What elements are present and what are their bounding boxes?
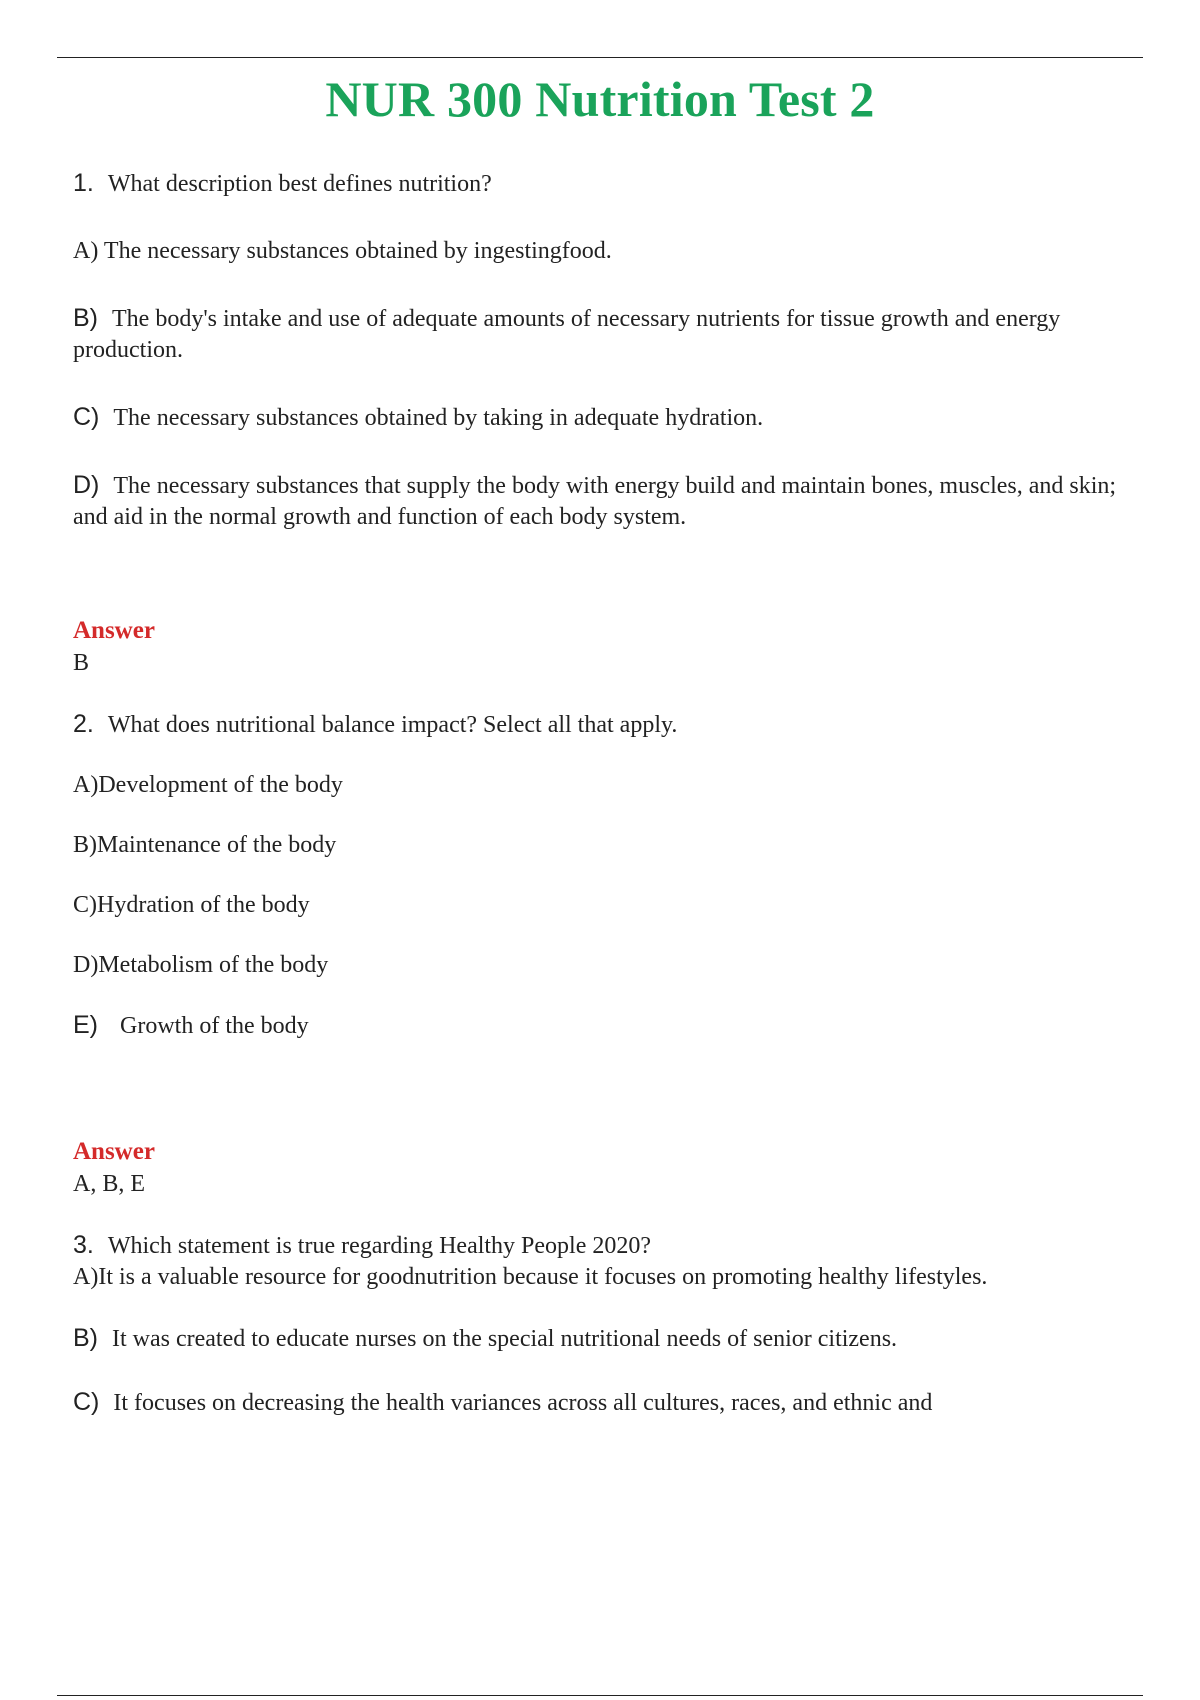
- option-text: It is a valuable resource for goodnutrition because it focuses on promoting healthy lifestyles.: [98, 1264, 988, 1290]
- option-2a: [73, 770, 1153, 801]
- question-text: What does nutritional balance impact? Select all that apply.: [107, 712, 678, 738]
- option-letter: D): [73, 471, 100, 499]
- option-letter: A): [73, 238, 99, 264]
- option-2c: [73, 890, 1153, 921]
- option-letter: E): [73, 1011, 98, 1039]
- option-text: The necessary substances obtained by ingestingfood.: [103, 238, 612, 264]
- option-3c: [73, 1387, 1153, 1419]
- option-text: The body's intake and use of adequate amounts of necessary nutrients for tissue growth and energy production.: [73, 306, 1061, 363]
- document-content: [73, 168, 1153, 1419]
- option-letter: A): [73, 1264, 99, 1290]
- answer-label-2: Answer: [73, 1138, 155, 1165]
- option-letter: A): [73, 772, 99, 798]
- option-letter: B): [73, 832, 97, 858]
- option-3a: [73, 1262, 1153, 1293]
- option-text: Maintenance of the body: [97, 832, 337, 858]
- option-letter: C): [73, 892, 97, 918]
- option-letter: B): [73, 304, 98, 332]
- question-1: [73, 168, 1153, 200]
- answer-value-2: A, B, E: [73, 1171, 145, 1197]
- question-2: [73, 709, 1153, 741]
- answer-label-1: Answer: [73, 617, 155, 644]
- question-number: 2.: [73, 710, 94, 738]
- option-text: The necessary substances obtained by taking in adequate hydration.: [113, 405, 764, 431]
- document-title: NUR 300 Nutrition Test 2: [325, 71, 875, 127]
- option-2d: [73, 950, 1153, 981]
- option-text: It was created to educate nurses on the special nutritional needs of senior citizens.: [112, 1326, 898, 1352]
- option-1d: [73, 470, 1153, 533]
- question-text: What description best defines nutrition?: [107, 171, 492, 197]
- question-text: Which statement is true regarding Healthy People 2020?: [107, 1233, 652, 1259]
- option-text: Development of the body: [98, 772, 343, 798]
- option-1c: [73, 402, 1153, 434]
- option-letter: D): [73, 952, 99, 978]
- option-1a: [73, 236, 1153, 267]
- option-3b: [73, 1323, 1153, 1355]
- option-letter: C): [73, 403, 100, 431]
- option-text: It focuses on decreasing the health variances across all cultures, races, and ethnic and: [113, 1390, 933, 1416]
- top-rule: [57, 57, 1143, 58]
- option-text: Growth of the body: [120, 1013, 309, 1039]
- option-letter: C): [73, 1388, 100, 1416]
- question-3: [73, 1230, 1153, 1262]
- option-2b: [73, 830, 1153, 861]
- option-text: Metabolism of the body: [98, 952, 329, 978]
- bottom-rule: [57, 1695, 1143, 1696]
- question-number: 3.: [73, 1231, 94, 1259]
- option-letter: B): [73, 1324, 98, 1352]
- option-2e: [73, 1010, 1153, 1042]
- answer-value-1: B: [73, 650, 90, 676]
- question-number: 1.: [73, 169, 94, 197]
- option-text: The necessary substances that supply the body with energy build and maintain bones, muscles, and skin; and aid in the normal growth and function of each body system.: [73, 473, 1117, 530]
- option-1b: [73, 303, 1153, 366]
- option-text: Hydration of the body: [97, 892, 310, 918]
